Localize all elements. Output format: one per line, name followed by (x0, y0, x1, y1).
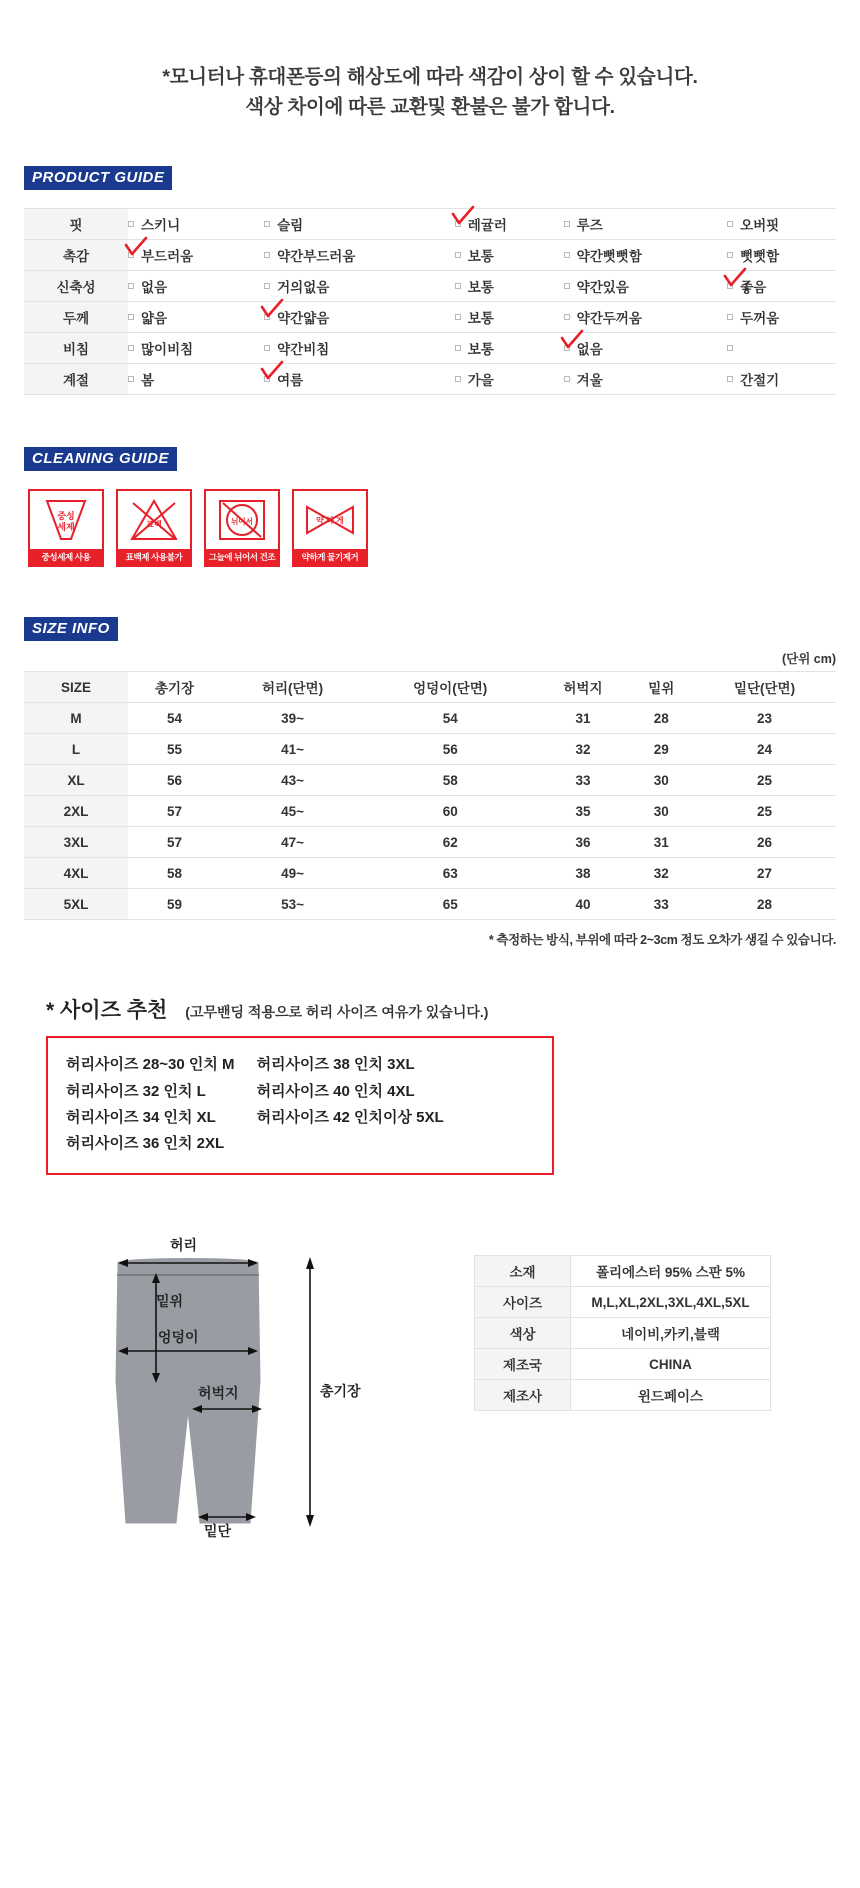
product-guide-option[interactable] (564, 302, 727, 333)
table-row (24, 827, 836, 858)
size-info-header-cell: 허벅지 (536, 672, 629, 703)
diagram-label-total-length: 총기장 (320, 1383, 361, 1400)
option-label: 보통 (467, 280, 494, 296)
size-info-cell: 31 (629, 827, 693, 858)
size-info-header-cell: 엉덩이(단면) (364, 672, 536, 703)
diagram-label-thigh: 허벅지 (198, 1385, 239, 1402)
product-guide-heading: PRODUCT GUIDE (24, 166, 172, 190)
option-label: 가을 (467, 373, 494, 389)
size-info-cell: L (24, 734, 128, 765)
size-info-cell: 36 (536, 827, 629, 858)
option-checkbox[interactable] (727, 345, 733, 351)
product-guide-option[interactable] (564, 364, 727, 395)
option-label: 많이비침 (141, 342, 194, 358)
notice-line-1: *모니터나 휴대폰등의 해상도에 따라 색감이 상이 할 수 있습니다. (162, 66, 698, 88)
bottom-section (0, 1231, 860, 1601)
size-info-cell: 59 (128, 889, 221, 920)
option-checkbox[interactable] (128, 376, 134, 382)
gentle-wash-icon (294, 495, 366, 545)
product-guide-option[interactable] (564, 209, 727, 240)
table-row (475, 1349, 771, 1380)
product-guide-option[interactable] (727, 364, 836, 395)
size-info-cell: 2XL (24, 796, 128, 827)
product-guide-option[interactable] (455, 333, 564, 364)
cleaning-guide-heading: CLEANING GUIDE (24, 447, 177, 471)
product-guide-row-label: 촉감 (24, 240, 128, 271)
size-info-cell: 56 (128, 765, 221, 796)
size-info-table-wrap (24, 671, 836, 920)
product-guide-option[interactable] (128, 240, 264, 271)
size-recommend-title: * 사이즈 추천 (46, 999, 168, 1023)
spec-value: 폴리에스터 95% 스판 5% (571, 1256, 771, 1287)
product-guide-row (24, 209, 836, 240)
product-guide-option[interactable] (264, 364, 455, 395)
option-checkbox[interactable] (455, 376, 461, 382)
table-row (24, 796, 836, 827)
size-info-cell: 25 (693, 796, 836, 827)
option-checkbox[interactable] (128, 345, 134, 351)
size-recommend-column-2 (257, 1052, 444, 1157)
size-info-heading: SIZE INFO (24, 617, 118, 641)
size-info-cell: 54 (364, 703, 536, 734)
table-row (24, 765, 836, 796)
option-checkbox[interactable] (455, 221, 461, 227)
size-info-cell: 5XL (24, 889, 128, 920)
option-label: 약간부드러움 (277, 249, 356, 265)
size-recommend-line: 허리사이즈 40 인치 4XL (256, 1082, 415, 1100)
option-checkbox[interactable] (727, 376, 733, 382)
no-bleach-icon (118, 495, 190, 545)
table-row (475, 1380, 771, 1411)
product-guide-row (24, 364, 836, 395)
size-info-cell: 24 (693, 734, 836, 765)
option-checkbox[interactable] (727, 283, 733, 289)
option-label: 여름 (277, 373, 304, 389)
product-guide-row-label: 비침 (24, 333, 128, 364)
size-info-heading-wrap (24, 617, 860, 641)
option-checkbox[interactable] (264, 283, 270, 289)
size-info-cell: 28 (629, 703, 693, 734)
size-info-header-cell: 허리(단면) (221, 672, 364, 703)
option-label: 약간두꺼움 (576, 311, 642, 327)
size-info-cell: 58 (364, 765, 536, 796)
table-row (24, 703, 836, 734)
product-guide-row-label: 두께 (24, 302, 128, 333)
size-recommend-title-row (46, 994, 860, 1024)
size-info-cell: 28 (693, 889, 836, 920)
svg-text:약 하 게: 약 하 게 (316, 516, 344, 526)
size-info-cell: 27 (693, 858, 836, 889)
table-row (475, 1256, 771, 1287)
option-label: 봄 (141, 373, 155, 389)
option-label: 뻣뻣함 (740, 249, 780, 265)
option-checkbox[interactable] (564, 314, 570, 320)
option-checkbox[interactable] (455, 314, 461, 320)
cleaning-guide-heading-wrap (24, 447, 860, 471)
size-recommend-line: 허리사이즈 32 인치 L (66, 1082, 206, 1100)
option-label: 약간뻣뻣함 (576, 249, 642, 265)
spec-value: CHINA (571, 1349, 771, 1380)
option-label: 오버핏 (740, 218, 780, 234)
size-info-header-cell: SIZE (24, 672, 128, 703)
table-row (24, 734, 836, 765)
product-guide-option[interactable] (128, 209, 264, 240)
spec-key: 제조국 (475, 1349, 571, 1380)
option-label: 스키니 (141, 218, 181, 234)
size-info-header-cell: 밑단(단면) (693, 672, 836, 703)
product-guide-option[interactable] (128, 302, 264, 333)
size-info-cell: 43~ (221, 765, 364, 796)
size-recommend-subtitle: (고무밴딩 적용으로 허리 사이즈 여유가 있습니다.) (185, 1004, 489, 1021)
size-unit-label: (단위 cm) (781, 652, 836, 667)
product-guide-option[interactable] (128, 364, 264, 395)
option-label: 약간얇음 (277, 311, 330, 327)
shade-flat-dry-icon (206, 495, 278, 545)
option-checkbox[interactable] (564, 345, 570, 351)
size-info-table (24, 671, 836, 920)
size-info-cell: 35 (536, 796, 629, 827)
cleaning-guide-item (204, 489, 280, 567)
option-label: 루즈 (576, 218, 603, 234)
spec-table-wrap (474, 1255, 771, 1411)
svg-text:중성: 중성 (57, 511, 75, 522)
option-checkbox[interactable] (564, 221, 570, 227)
option-label: 겨울 (576, 373, 603, 389)
size-info-cell: 41~ (221, 734, 364, 765)
size-info-cell: 32 (536, 734, 629, 765)
product-guide-row (24, 240, 836, 271)
size-measure-note: * 측정하는 방식, 부위에 따라 2~3cm 정도 오차가 생길 수 있습니다. (488, 933, 836, 948)
cleaning-guide-caption: 약하게 물기제거 (294, 549, 366, 565)
option-checkbox[interactable] (264, 221, 270, 227)
option-checkbox[interactable] (727, 314, 733, 320)
spec-key: 소재 (475, 1256, 571, 1287)
product-guide-option[interactable] (455, 209, 564, 240)
size-info-cell: 65 (364, 889, 536, 920)
product-guide-option[interactable] (455, 302, 564, 333)
size-recommend-box (46, 1036, 554, 1175)
option-label: 좋음 (740, 280, 767, 296)
size-info-cell: 53~ (221, 889, 364, 920)
size-info-cell: 23 (693, 703, 836, 734)
product-guide-row (24, 302, 836, 333)
diagram-label-hip: 엉덩이 (158, 1329, 199, 1346)
product-guide-option[interactable] (264, 209, 455, 240)
size-info-cell: 45~ (221, 796, 364, 827)
option-label: 약간있음 (576, 280, 629, 296)
product-guide-option[interactable] (564, 240, 727, 271)
spec-key: 색상 (475, 1318, 571, 1349)
size-recommend-line: 허리사이즈 42 인치이상 5XL (256, 1108, 444, 1126)
option-checkbox[interactable] (564, 376, 570, 382)
product-guide-option[interactable] (128, 271, 264, 302)
option-checkbox[interactable] (455, 345, 461, 351)
option-label: 거의없음 (277, 280, 330, 296)
size-info-cell: M (24, 703, 128, 734)
option-checkbox[interactable] (564, 252, 570, 258)
product-guide-option[interactable] (727, 271, 836, 302)
color-notice (0, 0, 860, 122)
product-guide-row (24, 333, 836, 364)
option-checkbox[interactable] (264, 252, 270, 258)
size-info-cell: 38 (536, 858, 629, 889)
product-guide-option[interactable] (455, 271, 564, 302)
size-info-cell: 25 (693, 765, 836, 796)
spec-value: 윈드페이스 (571, 1380, 771, 1411)
option-label: 없음 (141, 280, 168, 296)
option-checkbox[interactable] (128, 252, 134, 258)
size-info-cell: 49~ (221, 858, 364, 889)
size-info-cell: 30 (629, 796, 693, 827)
option-label: 부드러움 (141, 249, 194, 265)
size-info-cell: 63 (364, 858, 536, 889)
size-info-header-cell: 총기장 (128, 672, 221, 703)
table-row (24, 858, 836, 889)
product-guide-option[interactable] (264, 240, 455, 271)
size-info-header-cell: 밑위 (629, 672, 693, 703)
size-info-cell: 26 (693, 827, 836, 858)
spec-key: 제조사 (475, 1380, 571, 1411)
size-info-cell: 40 (536, 889, 629, 920)
size-info-cell: 4XL (24, 858, 128, 889)
size-recommend-line: 허리사이즈 36 인치 2XL (66, 1135, 225, 1153)
option-checkbox[interactable] (727, 221, 733, 227)
product-guide-option[interactable] (455, 364, 564, 395)
product-guide-row-label: 계절 (24, 364, 128, 395)
product-guide-option[interactable] (264, 302, 455, 333)
notice-line-2: 색상 차이에 따른 교환및 환불은 불가 합니다. (245, 96, 615, 119)
product-guide-option-empty (727, 333, 836, 364)
option-label: 보통 (467, 311, 494, 327)
option-checkbox[interactable] (727, 252, 733, 258)
size-info-cell: 33 (629, 889, 693, 920)
size-info-cell: 58 (128, 858, 221, 889)
option-checkbox[interactable] (264, 376, 270, 382)
product-guide-option[interactable] (455, 240, 564, 271)
size-info-cell: 56 (364, 734, 536, 765)
product-guide-row (24, 271, 836, 302)
size-info-cell: 57 (128, 827, 221, 858)
cleaning-guide-item (292, 489, 368, 567)
size-info-cell: 47~ (221, 827, 364, 858)
size-recommend-column-1 (66, 1052, 235, 1157)
option-checkbox[interactable] (564, 283, 570, 289)
product-guide-option[interactable] (564, 333, 727, 364)
product-guide-option[interactable] (128, 333, 264, 364)
size-info-cell: 33 (536, 765, 629, 796)
measurement-diagram (88, 1231, 388, 1540)
size-recommend-line: 허리사이즈 34 인치 XL (66, 1108, 216, 1126)
product-guide-table (24, 208, 836, 395)
cleaning-guide-item (28, 489, 104, 567)
size-info-cell: 29 (629, 734, 693, 765)
option-label: 약간비침 (277, 342, 330, 358)
option-checkbox[interactable] (455, 283, 461, 289)
spec-value: 네이비,카키,블랙 (571, 1318, 771, 1349)
diagram-label-hem: 밑단 (204, 1523, 232, 1540)
size-info-cell: 3XL (24, 827, 128, 858)
option-label: 슬림 (277, 218, 304, 234)
product-guide-table-wrap (24, 208, 836, 395)
option-label: 얇음 (141, 311, 168, 327)
product-guide-row-label: 핏 (24, 209, 128, 240)
option-label: 보통 (467, 342, 494, 358)
option-label: 두꺼움 (740, 311, 780, 327)
table-row (475, 1287, 771, 1318)
cleaning-guide-item (116, 489, 192, 567)
product-guide-option[interactable] (264, 271, 455, 302)
size-info-cell: 55 (128, 734, 221, 765)
spec-table (474, 1255, 771, 1411)
size-info-cell: XL (24, 765, 128, 796)
spec-value: M,L,XL,2XL,3XL,4XL,5XL (571, 1287, 771, 1318)
svg-text:뉘어서: 뉘어서 (231, 517, 253, 527)
option-checkbox[interactable] (264, 314, 270, 320)
svg-text:세제: 세제 (57, 522, 75, 533)
option-checkbox[interactable] (128, 283, 134, 289)
size-info-cell: 39~ (221, 703, 364, 734)
size-info-cell: 31 (536, 703, 629, 734)
option-label: 보통 (467, 249, 494, 265)
spec-key: 사이즈 (475, 1287, 571, 1318)
product-guide-option[interactable] (564, 271, 727, 302)
option-label: 레귤러 (467, 218, 507, 234)
size-recommend-line: 허리사이즈 28~30 인치 M (66, 1056, 235, 1074)
size-info-cell: 32 (629, 858, 693, 889)
product-guide-option[interactable] (727, 302, 836, 333)
option-label: 간절기 (740, 373, 780, 389)
product-guide-option[interactable] (264, 333, 455, 364)
product-guide-option[interactable] (727, 209, 836, 240)
product-guide-heading-wrap (24, 166, 860, 190)
cleaning-guide-icons (28, 489, 860, 567)
table-row (475, 1318, 771, 1349)
size-info-cell: 60 (364, 796, 536, 827)
size-info-cell: 54 (128, 703, 221, 734)
size-info-cell: 30 (629, 765, 693, 796)
size-info-cell: 57 (128, 796, 221, 827)
option-checkbox[interactable] (455, 252, 461, 258)
cleaning-guide-caption: 그늘에 뉘어서 건조 (206, 549, 278, 565)
diagram-label-rise: 밑위 (156, 1293, 184, 1310)
cleaning-guide-caption: 표백제 사용불가 (118, 549, 190, 565)
option-label: 없음 (576, 342, 603, 358)
option-checkbox[interactable] (128, 221, 134, 227)
neutral-detergent-icon (30, 495, 102, 545)
product-guide-row-label: 신축성 (24, 271, 128, 302)
size-info-cell: 62 (364, 827, 536, 858)
diagram-label-waist: 허리 (170, 1237, 198, 1254)
option-checkbox[interactable] (128, 314, 134, 320)
cleaning-guide-caption: 중성세제 사용 (30, 549, 102, 565)
option-checkbox[interactable] (264, 345, 270, 351)
table-row (24, 889, 836, 920)
svg-text:표백: 표백 (146, 520, 162, 530)
size-recommend-line: 허리사이즈 38 인치 3XL (256, 1056, 415, 1074)
product-guide-option[interactable] (727, 240, 836, 271)
